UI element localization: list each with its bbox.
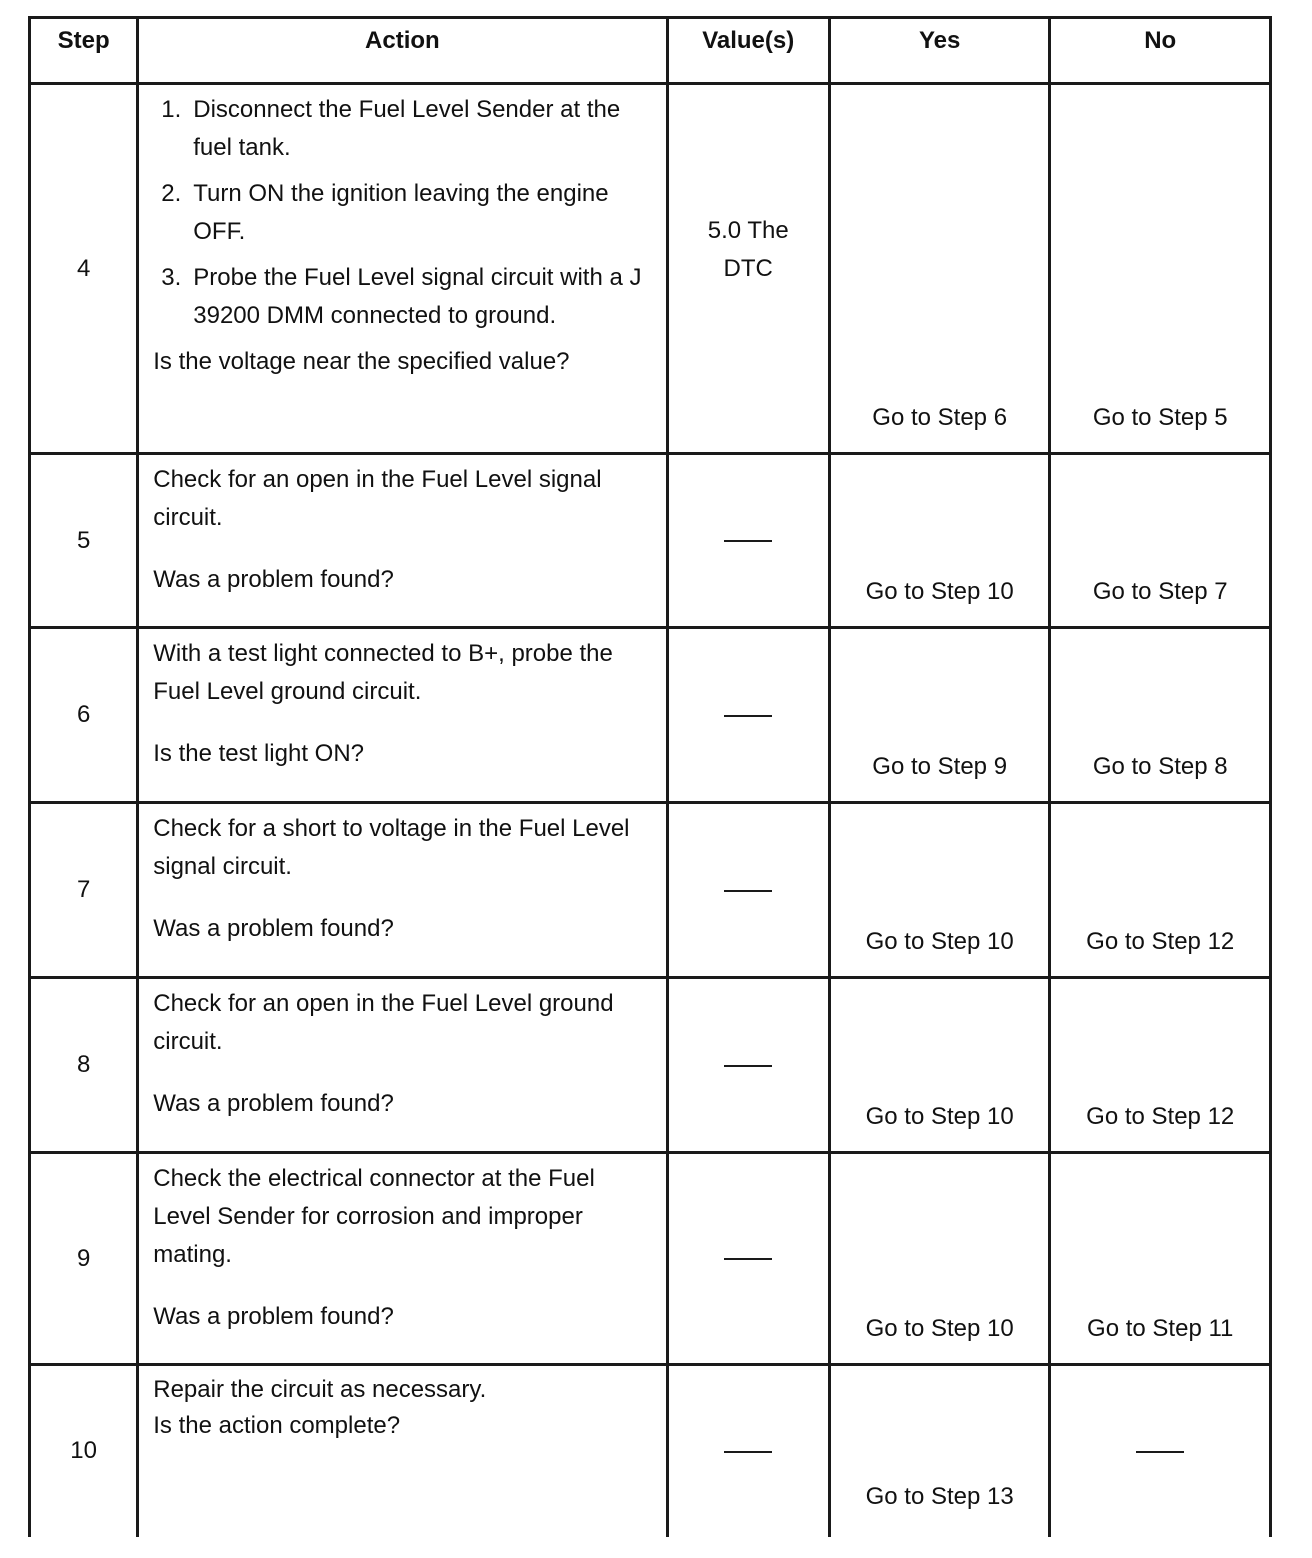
action-text: Repair the circuit as necessary. [153, 1376, 487, 1403]
value-cell [667, 1365, 829, 1537]
action-cell [138, 454, 667, 628]
empty-value-dash [1136, 1451, 1184, 1453]
action-cell [138, 84, 667, 454]
no-cell: Go to Step 7 [1050, 454, 1271, 628]
yes-cell: Go to Step 13 [829, 1365, 1050, 1537]
table-row [30, 454, 1271, 628]
table-row [30, 1153, 1271, 1365]
yes-cell: Go to Step 10 [829, 1153, 1050, 1365]
header-no: No [1050, 18, 1271, 84]
value-cell [667, 1153, 829, 1365]
yes-cell: Go to Step 10 [829, 454, 1050, 628]
yes-cell: Go to Step 10 [829, 803, 1050, 978]
value-cell [667, 628, 829, 803]
action-step-item: 1. Disconnect the Fuel Level Sender at the fuel tank. [161, 96, 621, 161]
value-cell [667, 803, 829, 978]
value-cell [667, 454, 829, 628]
yes-cell: Go to Step 6 [829, 84, 1050, 454]
no-cell: Go to Step 12 [1050, 978, 1271, 1153]
action-question: Was a problem found? [153, 1303, 394, 1330]
table-row [30, 1365, 1271, 1537]
empty-value-dash [724, 540, 772, 542]
action-text: Check for a short to voltage in the Fuel Level signal circuit. [153, 815, 630, 880]
step-number: 7 [30, 803, 138, 978]
yes-cell: Go to Step 10 [829, 978, 1050, 1153]
table-row [30, 803, 1271, 978]
action-question: Is the action complete? [153, 1412, 401, 1439]
header-yes: Yes [829, 18, 1050, 84]
no-cell: Go to Step 8 [1050, 628, 1271, 803]
action-question: Was a problem found? [153, 915, 394, 942]
action-cell [138, 1153, 667, 1365]
action-text: Check the electrical connector at the Fuel Level Sender for corrosion and improper mating. [153, 1165, 595, 1268]
step-number: 8 [30, 978, 138, 1153]
action-text: Check for an open in the Fuel Level signal circuit. [153, 466, 602, 531]
value-cell [667, 84, 829, 454]
header-values: Value(s) [667, 18, 829, 84]
value-cell [667, 978, 829, 1153]
action-text: Check for an open in the Fuel Level ground circuit. [153, 990, 614, 1055]
action-question: Is the voltage near the specified value? [153, 348, 570, 375]
value-text: 5.0 The DTC [707, 216, 789, 282]
action-question: Is the test light ON? [153, 740, 365, 767]
diagnostic-table [28, 16, 1272, 1537]
action-step-item: 3. Probe the Fuel Level signal circuit with a J 39200 DMM connected to ground. [161, 264, 642, 329]
action-question: Was a problem found? [153, 566, 394, 593]
table-row [30, 978, 1271, 1153]
header-action: Action [138, 18, 667, 84]
action-cell [138, 1365, 667, 1537]
table-row [30, 84, 1271, 454]
table-row [30, 628, 1271, 803]
action-step-item: 2. Turn ON the ignition leaving the engine OFF. [161, 180, 609, 245]
action-question: Was a problem found? [153, 1090, 394, 1117]
step-number: 10 [30, 1365, 138, 1537]
header-step: Step [30, 18, 138, 84]
no-cell [1050, 1365, 1271, 1537]
action-cell [138, 628, 667, 803]
action-text: With a test light connected to B+, probe the Fuel Level ground circuit. [153, 640, 613, 705]
no-cell: Go to Step 5 [1050, 84, 1271, 454]
step-number: 6 [30, 628, 138, 803]
empty-value-dash [724, 715, 772, 717]
table-header-row [30, 18, 1271, 84]
step-number: 9 [30, 1153, 138, 1365]
action-cell [138, 803, 667, 978]
empty-value-dash [724, 890, 772, 892]
step-number: 4 [30, 84, 138, 454]
empty-value-dash [724, 1451, 772, 1453]
no-cell: Go to Step 12 [1050, 803, 1271, 978]
yes-cell: Go to Step 9 [829, 628, 1050, 803]
step-number: 5 [30, 454, 138, 628]
action-cell [138, 978, 667, 1153]
no-cell: Go to Step 11 [1050, 1153, 1271, 1365]
empty-value-dash [724, 1065, 772, 1067]
empty-value-dash [724, 1258, 772, 1260]
